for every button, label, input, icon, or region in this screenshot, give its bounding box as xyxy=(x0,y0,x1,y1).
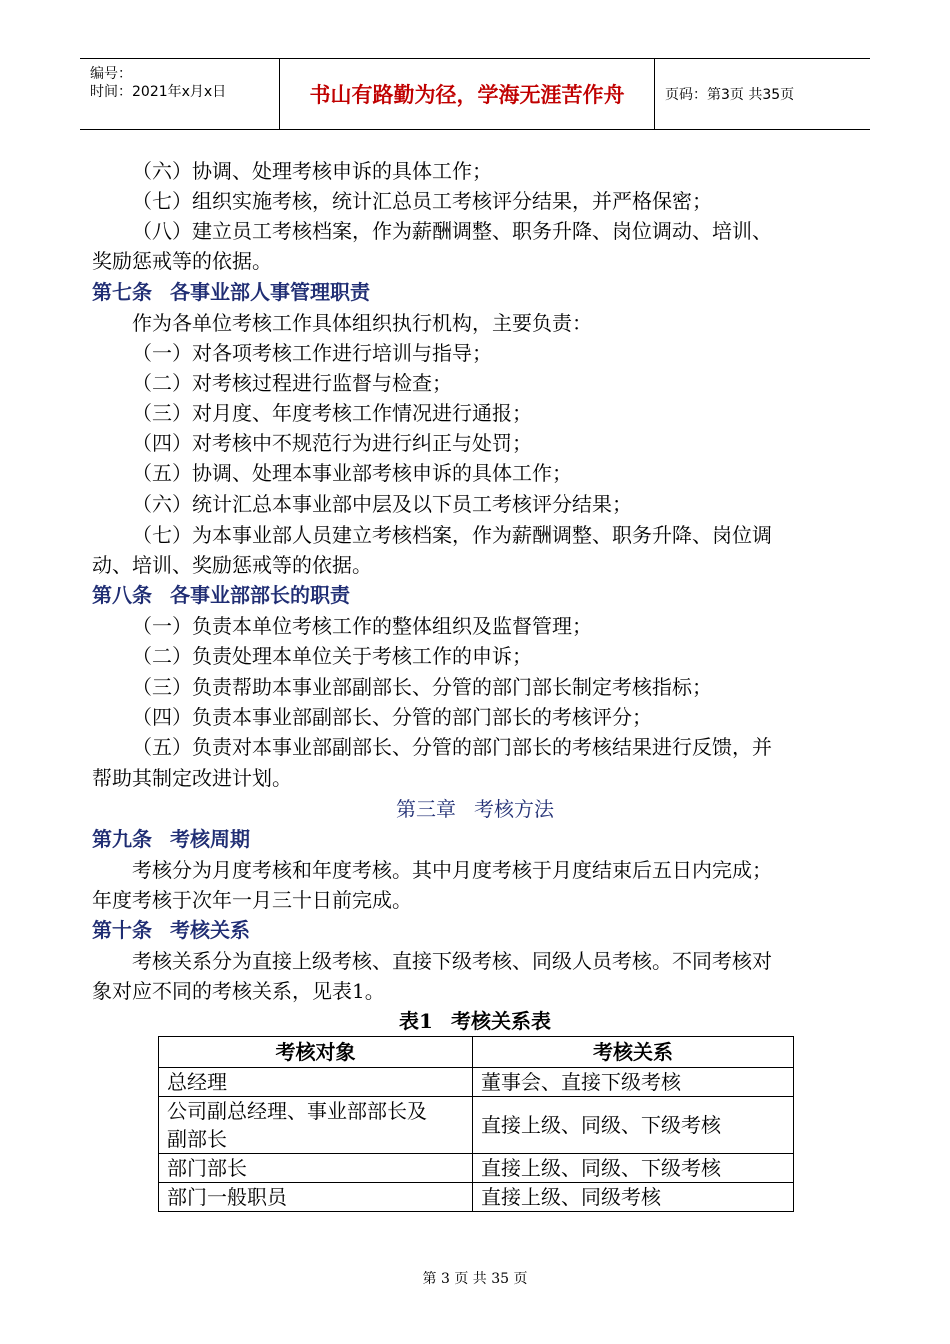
table-cell: 董事会、直接下级考核 xyxy=(473,1068,794,1097)
table-row xyxy=(159,1154,794,1183)
article-title: 各事业部部长的职责 xyxy=(170,583,350,607)
text-line: （七）为本事业部人员建立考核档案，作为薪酬调整、职务升降、岗位调 xyxy=(132,523,772,547)
table-cell: 直接上级、同级考核 xyxy=(473,1183,794,1212)
text-line: （八）建立员工考核档案，作为薪酬调整、职务升降、岗位调动、培训、 xyxy=(132,219,772,243)
table-row xyxy=(159,1068,794,1097)
column-header: 考核关系 xyxy=(473,1037,794,1068)
text-line: （三）负责帮助本事业部副部长、分管的部门部长制定考核指标； xyxy=(132,675,712,699)
table-cell: 部门部长 xyxy=(159,1154,473,1183)
text-line: （二）负责处理本单位关于考核工作的申诉； xyxy=(132,644,532,668)
table-caption xyxy=(0,1006,950,1036)
header-page-info: 页码：第3页 共35页 xyxy=(665,87,795,103)
table-cell: 直接上级、同级、下级考核 xyxy=(473,1097,794,1154)
text-line: 动、培训、奖励惩戒等的依据。 xyxy=(92,553,372,577)
table-cell: 部门一般职员 xyxy=(159,1183,473,1212)
article-number: 第九条 xyxy=(92,827,152,851)
text-line: （二）对考核过程进行监督与检查； xyxy=(132,371,452,395)
chapter-heading xyxy=(0,794,950,824)
text-line: 象对应不同的考核关系，见表1。 xyxy=(92,979,385,1003)
table-row xyxy=(159,1097,794,1154)
table-caption-title: 考核关系表 xyxy=(450,1009,551,1033)
table-cell: 总经理 xyxy=(159,1068,473,1097)
text-line: （五）协调、处理本事业部考核申诉的具体工作； xyxy=(132,461,572,485)
table-cell: 直接上级、同级、下级考核 xyxy=(473,1154,794,1183)
table-cell: 公司副总经理、事业部部长及 副部长 xyxy=(159,1097,473,1154)
text-line: 考核分为月度考核和年度考核。其中月度考核于月度结束后五日内完成； xyxy=(132,858,772,882)
article-title: 考核关系 xyxy=(170,918,250,942)
text-line: 考核关系分为直接上级考核、直接下级考核、同级人员考核。不同考核对 xyxy=(132,949,772,973)
article-number: 第十条 xyxy=(92,918,152,942)
number-label: 编号： xyxy=(90,66,132,82)
table-caption-number: 表1 xyxy=(399,1009,433,1033)
text-line: 年度考核于次年一月三十日前完成。 xyxy=(92,888,412,912)
text-line: （五）负责对本事业部副部长、分管的部门部长的考核结果进行反馈，并 xyxy=(132,735,772,759)
text-line: （六）协调、处理考核申诉的具体工作； xyxy=(132,159,492,183)
footer-middle: 页 共 xyxy=(454,1271,487,1287)
text-line: （一）对各项考核工作进行培训与指导； xyxy=(132,341,492,365)
page-footer xyxy=(0,1268,950,1288)
time-label: 时间：2021年x月x日 xyxy=(90,84,227,100)
article-heading xyxy=(92,580,350,610)
footer-total-pages: 35 xyxy=(491,1271,510,1287)
text-line: （四）负责本事业部副部长、分管的部门部长的考核评分； xyxy=(132,705,652,729)
article-heading xyxy=(92,915,250,945)
table-row xyxy=(159,1183,794,1212)
footer-prefix: 第 xyxy=(422,1271,437,1287)
article-heading xyxy=(92,824,250,854)
text-line: （四）对考核中不规范行为进行纠正与处罚； xyxy=(132,431,532,455)
text-line: 奖励惩戒等的依据。 xyxy=(92,249,272,273)
article-number: 第七条 xyxy=(92,280,152,304)
text-line: （六）统计汇总本事业部中层及以下员工考核评分结果； xyxy=(132,492,632,516)
relationship-table xyxy=(158,1036,794,1212)
text-line: （三）对月度、年度考核工作情况进行通报； xyxy=(132,401,532,425)
article-title: 考核周期 xyxy=(170,827,250,851)
text-line: （一）负责本单位考核工作的整体组织及监督管理； xyxy=(132,614,592,638)
header-motto: 书山有路勤为径，学海无涯苦作舟 xyxy=(280,59,655,129)
article-heading xyxy=(92,277,370,307)
article-number: 第八条 xyxy=(92,583,152,607)
header-meta xyxy=(80,59,280,129)
chapter-number: 第三章 xyxy=(396,797,456,821)
text-line: （七）组织实施考核，统计汇总员工考核评分结果，并严格保密； xyxy=(132,189,712,213)
text-line: 作为各单位考核工作具体组织执行机构，主要负责： xyxy=(132,311,592,335)
column-header: 考核对象 xyxy=(159,1037,473,1068)
document-header xyxy=(80,58,870,130)
footer-page-number: 3 xyxy=(440,1271,450,1287)
footer-suffix: 页 xyxy=(513,1271,528,1287)
table-header-row xyxy=(159,1037,794,1068)
chapter-title: 考核方法 xyxy=(474,797,554,821)
text-line: 帮助其制定改进计划。 xyxy=(92,766,292,790)
article-title: 各事业部人事管理职责 xyxy=(170,280,370,304)
